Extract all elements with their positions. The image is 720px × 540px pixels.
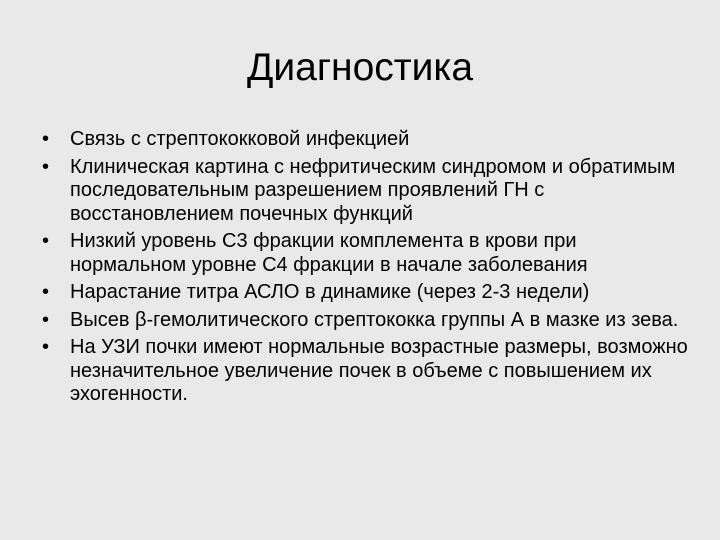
bullet-icon: • [42,308,50,331]
bullet-text: Нарастание титра АСЛО в динамике (через 2-3 недели) [70,281,590,303]
bullet-icon: • [42,128,50,150]
bullet-text: Клиническая картина с нефритическим синдромом и обратимым последовательным разрешением проявлений ГН с восстановлением почечных функций [70,155,676,225]
bullet-list [42,128,692,411]
bullet-icon: • [42,281,50,303]
bullet-item [42,128,692,152]
bullet-item [42,156,692,227]
bullet-text: Связь с стрептококковой инфекцией [70,128,410,150]
bullet-item [42,309,692,333]
bullet-icon: • [42,155,50,178]
slide-title: Диагностика [246,46,474,89]
bullet-text: Низкий уровень С3 фракции комплемента в крови при нормальном уровне С4 фракции в начале заболевания [70,230,588,276]
bullet-item [42,281,692,305]
bullet-text: Высев β-гемолитического стрептококка группы А в мазке из зева. [70,308,679,331]
bullet-text: На УЗИ почки имеют нормальные возрастные размеры, возможно незначительное увеличение почек в объеме с повышением их эхогенности. [70,336,688,405]
bullet-item [42,230,692,277]
bullet-icon: • [42,336,50,358]
bullet-icon: • [42,230,50,252]
bullet-item [42,336,692,407]
